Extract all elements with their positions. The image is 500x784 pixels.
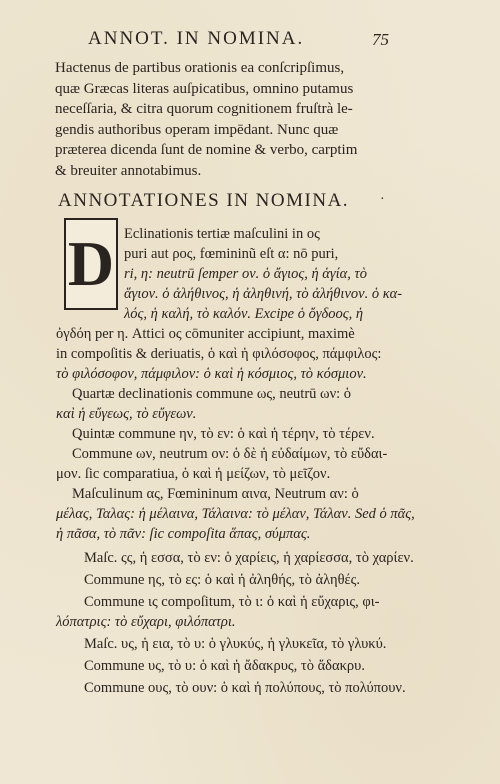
text-line: Quartæ declinationis commune ως, neutrū ων: ὁ [72,386,352,402]
text-line: Commune υς, τὸ υ: ὁ καὶ ἡ ἄδακρυς, τὸ ἄδακρυ. [84,658,365,674]
page-number: 75 [372,30,389,49]
text-line: Maſc. ςς, ἡ εσσα, τὸ εν: ὁ χαρίεις, ἡ χαρίεσσα, τὸ χαρίεν. [84,550,414,566]
intro-line: neceſſaria, & citra quorum cognitionem fruſtrà le- [55,101,353,117]
text-line: puri aut ρος, fœmininũ eſt α: nō puri, [124,246,339,262]
intro-line: præterea dicenda ſunt de nomine & verbo, carptim [55,142,358,158]
text-line: τὸ φιλόσοφον, πάμφιλον: ὁ καὶ ἡ κόσμιος, τὸ κόσμιον. [56,366,367,382]
running-head: ANNOT. IN NOMINA. [88,28,305,49]
intro-line: quæ Græcas literas auſpicatibus, omnino putamus [55,80,354,97]
text-line: λόπατρις: τὸ εὔχαρι, φιλόπατρι. [56,614,236,630]
text-line: Commune ις compoſitum, τὸ ι: ὁ καὶ ἡ εὔχαρις, φι- [84,594,380,610]
text-line: Commune ων, neutrum ον: ὁ δὲ ἡ εὐδαίμων, τὸ εὔδαι- [72,446,388,462]
text-line: ἡ πᾶσα, τὸ πᾶν: ſic compoſita ἅπας, σύμπας. [56,526,311,542]
text-line: in compoſitis & deriuatis, ὁ καὶ ἡ φιλόσοφος, πάμφιλος: [56,346,382,362]
text-line: Maſc. υς, ἡ εια, τὸ υ: ὁ γλυκύς, ἡ γλυκεῖα, τὸ γλυκύ. [84,636,387,652]
text-line: καὶ ἡ εὔγεως, τὸ εὔγεων. [56,406,197,422]
text-line: Eclinationis tertiæ maſculini in ος [124,226,320,242]
text-line: Commune ης, τὸ ες: ὁ καὶ ἡ ἀληθής, τὸ ἀληθές. [84,572,360,588]
intro-paragraph [55,58,385,181]
text-line: Maſculinum ας, Fœmininum αινα, Neutrum αν: ὁ [72,486,359,502]
text-line: μον. ſic comparatiua, ὁ καὶ ἡ μείζων, τὸ μεῖζον. [56,466,331,482]
intro-line: gendis authoribus operam impēdant. Nunc quæ [55,121,339,138]
text-line: ἅγιον. ὁ ἀλήθινος, ἡ ἀληθινή, τὸ ἀλήθινον. ὁ κα- [124,286,403,302]
decorated-initial [64,218,118,310]
initial-letter: D [67,228,115,299]
text-line: Quintæ commune ην, τὸ εν: ὁ καὶ ἡ τέρην, τὸ τέρεν. [72,426,375,442]
section-mark: · [380,192,385,207]
intro-line: Hactenus de partibus orationis ea conſcripſimus, [55,60,345,76]
text-line: ri, η: neutrū ſemper ον. ὁ ἄγιος, ἡ ἁγία, τὸ [124,266,367,282]
text-line: μέλας, Ταλας: ἡ μέλαινα, Τάλαινα: τὸ μέλαν, Τάλαν. Sed ὁ πᾶς, [56,506,415,522]
text-line: λός, ἡ καλή, τὸ καλόν. Excipe ὁ ὄγδοος, ἡ [124,306,364,322]
text-line: Commune ους, τὸ ουν: ὁ καὶ ἡ πολύπους, τὸ πολύπουν. [84,680,406,696]
text-line: ὀγδόη per η. Attici ος cōmuniter accipiunt, maximè [56,326,355,342]
intro-line: & breuiter annotabimus. [55,162,202,179]
section-heading: ANNOTATIONES IN NOMINA. [58,190,350,211]
